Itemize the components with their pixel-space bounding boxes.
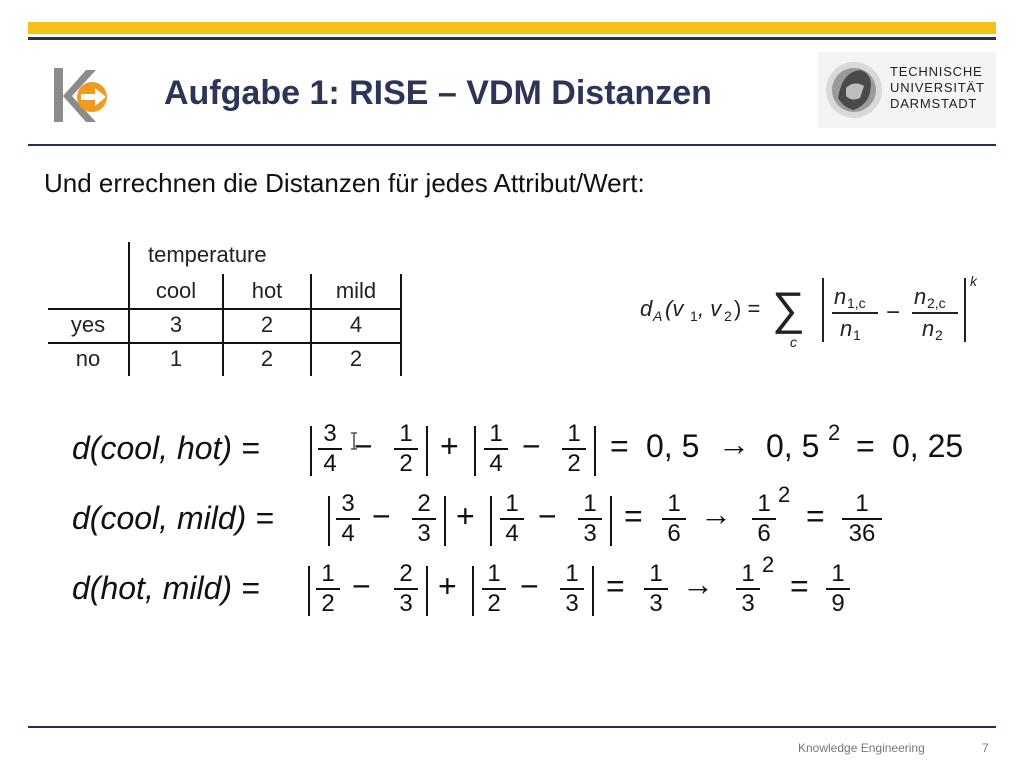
formula-close: ) =	[734, 296, 761, 321]
equals-sign: =	[806, 498, 825, 534]
formula-frac-bar-2	[912, 312, 958, 314]
equation-row	[72, 482, 892, 552]
formula-exponent: k	[970, 273, 977, 289]
footer-divider	[28, 726, 996, 728]
denominator: 3	[417, 520, 431, 547]
abs-bar	[610, 496, 612, 546]
table-row-label: no	[75, 346, 101, 371]
formula-abs-left	[822, 278, 824, 342]
equals-sign: =	[856, 428, 875, 464]
fraction	[484, 422, 508, 476]
denominator: 3	[399, 590, 413, 617]
plus-sign: +	[456, 498, 475, 534]
exponent: 2	[778, 482, 791, 507]
formula-minus: −	[886, 299, 901, 326]
formula-d: d	[640, 296, 653, 321]
university-line-3: DARMSTADT	[890, 96, 978, 111]
numerator: 1	[321, 560, 335, 587]
table-group-header: temperature	[148, 242, 267, 267]
abs-bar	[310, 426, 312, 476]
exponent: 2	[828, 420, 841, 445]
minus-sign: −	[538, 498, 557, 534]
denominator: 4	[489, 450, 503, 477]
denominator: 2	[567, 450, 581, 477]
numerator: 1	[649, 560, 663, 587]
table-cell: 2	[349, 346, 363, 371]
formula-frac-bar-1	[832, 312, 878, 314]
denominator: 4	[341, 520, 355, 547]
abs-bar	[592, 566, 594, 616]
minus-sign: −	[520, 568, 539, 604]
fraction	[644, 562, 668, 616]
numerator: 1	[399, 420, 413, 447]
final-result: 0, 25	[892, 428, 964, 464]
numerator: 1	[583, 490, 597, 517]
university-line-1: TECHNISCHE	[890, 64, 983, 79]
fraction	[412, 492, 436, 546]
fraction	[578, 492, 602, 546]
table-cell: 2	[260, 312, 274, 337]
numerator: 3	[341, 490, 355, 517]
denominator: 6	[667, 520, 681, 547]
arrow-icon: →	[700, 496, 732, 532]
tu-darmstadt-athena-icon	[824, 58, 884, 122]
abs-bar	[474, 426, 476, 476]
abs-bar	[308, 566, 310, 616]
numerator: 2	[399, 560, 413, 587]
denominator: 3	[649, 590, 663, 617]
plus-sign: +	[438, 568, 457, 604]
table-cell: 4	[349, 312, 363, 337]
formula-n1-sub: 1	[853, 327, 861, 343]
fraction	[560, 562, 584, 616]
abs-bar	[594, 426, 596, 476]
equals-sign: =	[610, 428, 629, 464]
table-cell: 1	[169, 346, 183, 371]
squared-base: 0, 5	[766, 428, 820, 464]
formula-n1: n	[840, 316, 853, 341]
denominator: 3	[565, 590, 579, 617]
equals-sign: =	[790, 568, 809, 604]
equation-lhs: d(cool, mild) =	[72, 500, 274, 536]
denominator: 9	[831, 590, 845, 617]
fraction	[842, 492, 882, 546]
numerator: 1	[567, 420, 581, 447]
numerator: 1	[487, 560, 501, 587]
footer-label: Knowledge Engineering	[798, 741, 925, 755]
numerator: 1	[855, 490, 869, 517]
abs-bar	[426, 566, 428, 616]
formula-sum: ∑	[772, 282, 805, 334]
fraction	[482, 562, 506, 616]
page-number: 7	[982, 741, 989, 755]
formula-n2-sub: 2	[935, 327, 943, 343]
equation-row	[72, 552, 862, 622]
abs-bar	[426, 426, 428, 476]
abs-bar	[328, 496, 330, 546]
top-accent-bar	[28, 22, 996, 34]
numerator: 1	[489, 420, 503, 447]
tu-darmstadt-logo	[818, 52, 996, 128]
fraction	[394, 422, 418, 476]
fraction	[500, 492, 524, 546]
minus-sign: −	[354, 428, 373, 464]
table-cell: 2	[260, 346, 274, 371]
fraction	[336, 492, 360, 546]
fraction	[316, 562, 340, 616]
exponent: 2	[762, 552, 775, 577]
slide-title: Aufgabe 1: RISE – VDM Distanzen	[164, 74, 712, 112]
header-divider	[28, 144, 996, 146]
slide-subtitle: Und errechnen die Distanzen für jedes Attribut/Wert:	[44, 168, 645, 198]
denominator: 2	[399, 450, 413, 477]
fraction	[318, 422, 342, 476]
formula-n2: n	[922, 316, 935, 341]
fraction	[736, 562, 760, 616]
numerator: 1	[757, 490, 771, 517]
table-cell: 3	[169, 312, 183, 337]
equals-sign: =	[624, 498, 643, 534]
equals-sign: =	[606, 568, 625, 604]
numerator: 3	[323, 420, 337, 447]
fraction	[662, 492, 686, 546]
numerator: 1	[565, 560, 579, 587]
table-col-header: mild	[335, 278, 377, 303]
abs-bar	[444, 496, 446, 546]
table-col-header: cool	[155, 278, 197, 303]
formula-d-sub: A	[653, 308, 663, 324]
formula-n1c-sub: 1,c	[847, 295, 866, 311]
numerator: 2	[417, 490, 431, 517]
fraction	[562, 422, 586, 476]
arrow-icon: →	[718, 426, 750, 462]
fraction	[752, 492, 776, 546]
result: 0, 5	[646, 428, 700, 464]
fraction	[394, 562, 418, 616]
denominator: 4	[323, 450, 337, 477]
top-divider	[28, 37, 996, 40]
numerator: 1	[741, 560, 755, 587]
equation-lhs: d(hot, mild) =	[72, 570, 260, 606]
denominator: 4	[505, 520, 519, 547]
numerator: 1	[831, 560, 845, 587]
university-line-2: UNIVERSITÄT	[890, 80, 985, 95]
abs-bar	[490, 496, 492, 546]
numerator: 1	[505, 490, 519, 517]
table-row-label: yes	[70, 312, 106, 337]
denominator: 36	[848, 520, 876, 547]
equation-lhs: d(cool, hot) =	[72, 430, 260, 466]
formula-abs-right	[964, 278, 966, 342]
formula-n2c: n	[914, 284, 927, 309]
denominator: 3	[741, 590, 755, 617]
text-cursor-icon	[349, 432, 359, 450]
vdm-formula	[640, 270, 980, 350]
table-col-header: hot	[251, 278, 283, 303]
denominator: 6	[757, 520, 771, 547]
plus-sign: +	[440, 428, 459, 464]
formula-args: (v	[665, 296, 684, 321]
equation-row	[72, 420, 982, 482]
formula-arg2-sub: 2	[724, 308, 732, 324]
minus-sign: −	[522, 428, 541, 464]
denominator: 3	[583, 520, 597, 547]
numerator: 1	[667, 490, 681, 517]
table-hline-1	[48, 308, 402, 310]
denominator: 2	[321, 590, 335, 617]
denominator: 2	[487, 590, 501, 617]
formula-comma: , v	[698, 296, 722, 321]
minus-sign: −	[352, 568, 371, 604]
contingency-table	[44, 238, 414, 378]
ke-logo-icon	[48, 66, 118, 126]
table-hline-2	[48, 342, 402, 344]
abs-bar	[472, 566, 474, 616]
arrow-icon: →	[682, 566, 714, 602]
formula-arg1-sub: 1	[690, 308, 698, 324]
fraction	[826, 562, 850, 616]
formula-n2c-sub: 2,c	[927, 295, 946, 311]
formula-sum-index: c	[790, 334, 797, 350]
formula-n1c: n	[834, 284, 847, 309]
minus-sign: −	[372, 498, 391, 534]
table-vline-3	[400, 274, 402, 376]
